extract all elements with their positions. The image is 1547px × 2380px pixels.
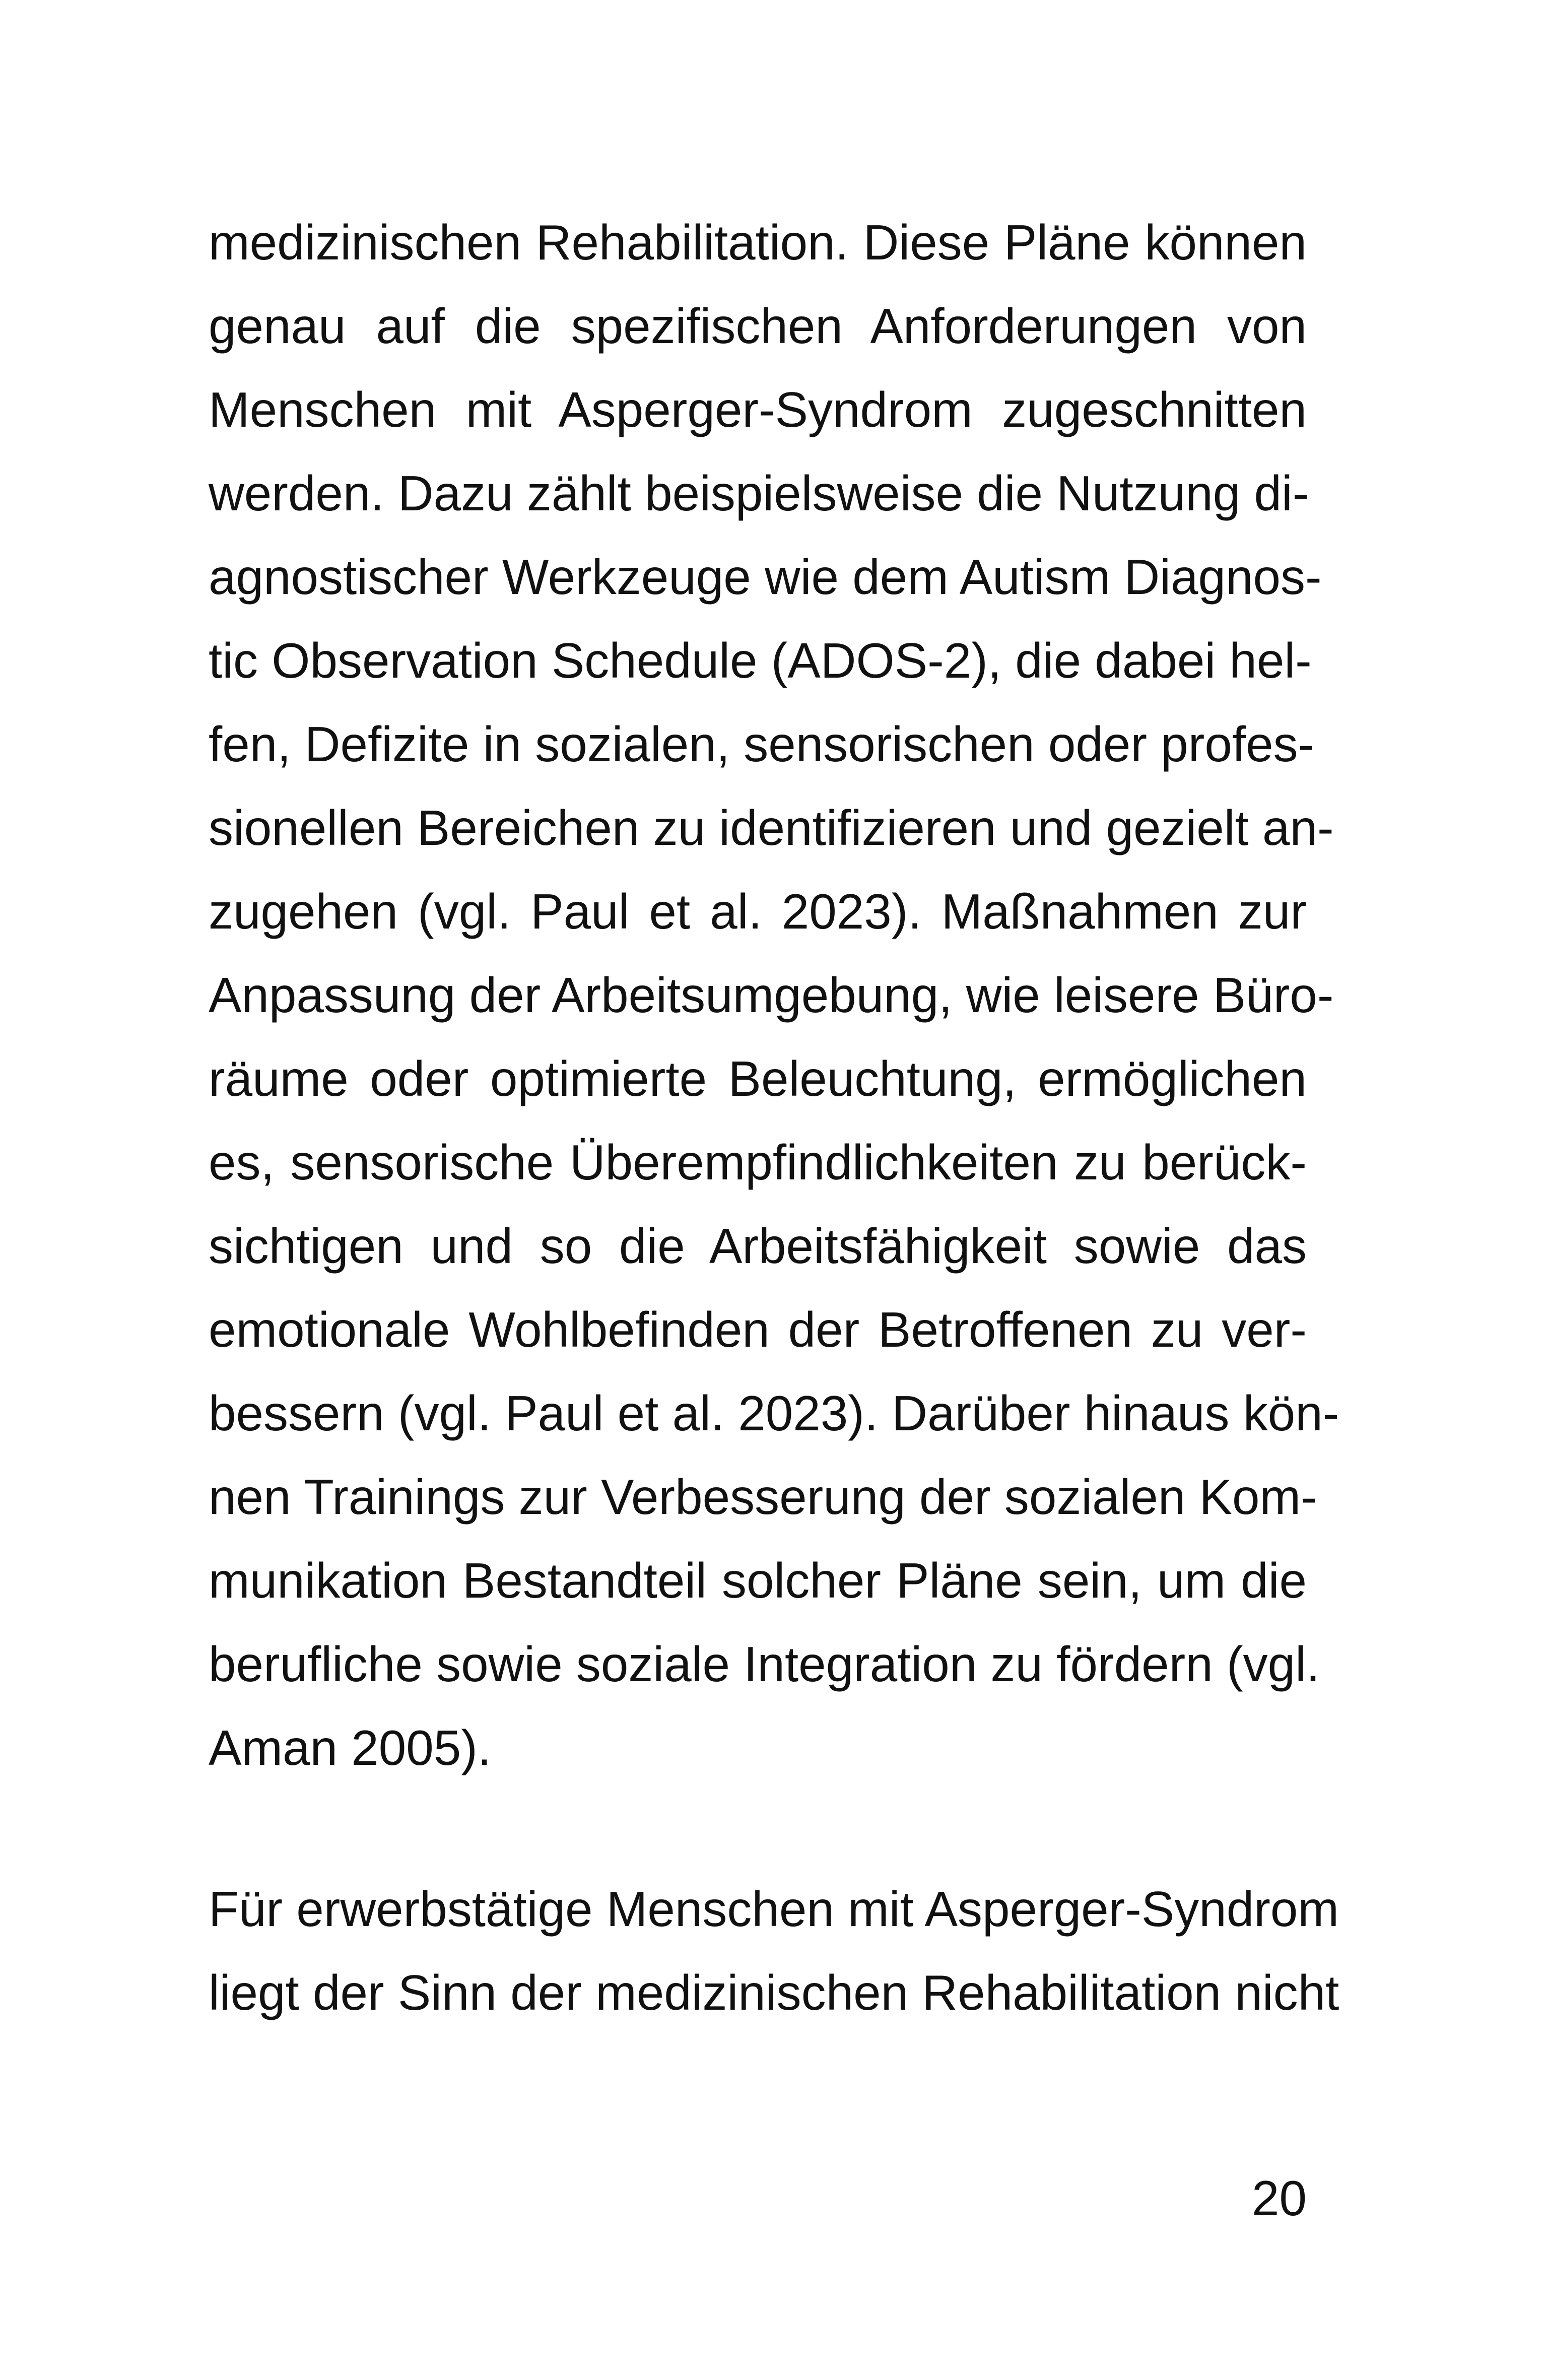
text-line: liegt der Sinn der medizinischen Rehabilitation nicht bbox=[209, 1965, 1339, 2020]
text-line: sichtigen und so die Arbeitsfähigkeit sowie das bbox=[209, 1218, 1307, 1274]
text-line: zugehen (vgl. Paul et al. 2023). Maßnahmen zur bbox=[209, 884, 1307, 939]
text-line: werden. Dazu zählt beispielsweise die Nutzung di- bbox=[209, 466, 1309, 521]
paragraph-2 bbox=[209, 1867, 1339, 2034]
text-line: munikation Bestandteil solcher Pläne sein, um die bbox=[209, 1553, 1307, 1608]
text-line: Menschen mit Asperger-Syndrom zugeschnitten bbox=[209, 382, 1307, 437]
text-line: berufliche sowie soziale Integration zu fördern (vgl. bbox=[209, 1636, 1320, 1692]
page-number: 20 bbox=[1251, 2170, 1307, 2226]
text-line: medizinischen Rehabilitation. Diese Pläne können bbox=[209, 215, 1307, 270]
text-line: Für erwerbstätige Menschen mit Asperger-Syndrom bbox=[209, 1881, 1339, 1937]
text-line: sionellen Bereichen zu identifizieren und gezielt an- bbox=[209, 800, 1334, 855]
text-line: nen Trainings zur Verbesserung der sozialen Kom- bbox=[209, 1469, 1317, 1525]
text-line: Anpassung der Arbeitsumgebung, wie leisere Büro- bbox=[209, 967, 1334, 1023]
text-line: bessern (vgl. Paul et al. 2023). Darüber hinaus kön- bbox=[209, 1385, 1339, 1441]
text-line: es, sensorische Überempfindlichkeiten zu berück- bbox=[209, 1135, 1307, 1190]
text-line: agnostischer Werkzeuge wie dem Autism Diagnos- bbox=[209, 549, 1322, 605]
text-line: tic Observation Schedule (ADOS-2), die dabei hel- bbox=[209, 633, 1312, 688]
text-line: emotionale Wohlbefinden der Betroffenen zu ver- bbox=[209, 1302, 1307, 1357]
text-line: räume oder optimierte Beleuchtung, ermöglichen bbox=[209, 1051, 1307, 1106]
text-line: genau auf die spezifischen Anforderungen von bbox=[209, 298, 1307, 354]
text-line: fen, Defizite in sozialen, sensorischen oder profes- bbox=[209, 716, 1315, 772]
text-line: Aman 2005). bbox=[209, 1720, 492, 1775]
paragraph-1 bbox=[209, 201, 1339, 1790]
